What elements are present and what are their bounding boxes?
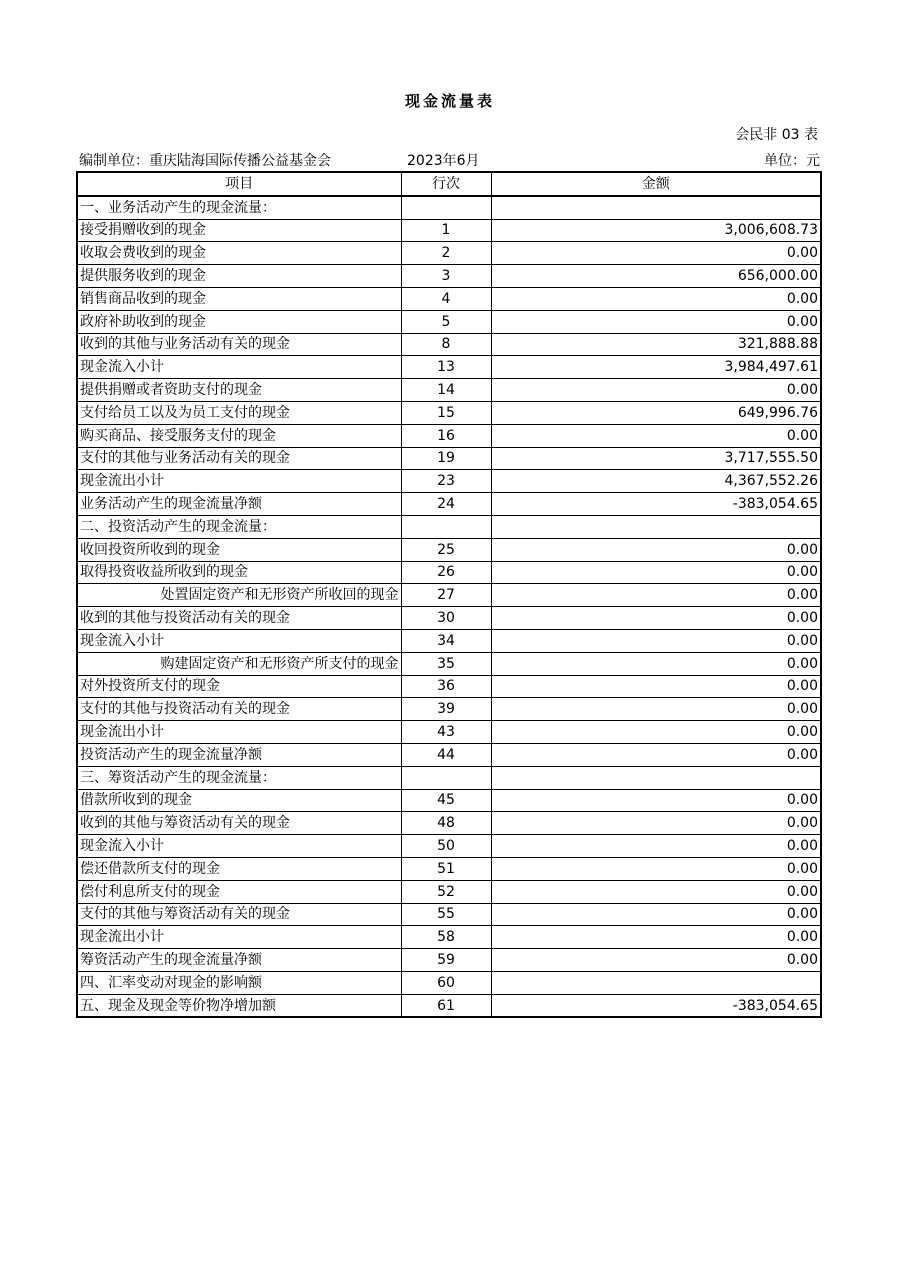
row-item: 接受捐赠收到的现金 bbox=[77, 219, 401, 242]
table-row bbox=[77, 812, 821, 835]
row-amount: 4,367,552.26 bbox=[491, 470, 821, 493]
row-line-number: 44 bbox=[401, 743, 491, 766]
form-code: 会民非 03 表 bbox=[735, 127, 818, 143]
row-line-number: 23 bbox=[401, 470, 491, 493]
row-amount: 0.00 bbox=[491, 675, 821, 698]
row-amount: 0.00 bbox=[491, 903, 821, 926]
row-amount: 0.00 bbox=[491, 310, 821, 333]
row-amount: 0.00 bbox=[491, 561, 821, 584]
row-item: 四、汇率变动对现金的影响额 bbox=[77, 971, 401, 994]
row-item: 现金流入小计 bbox=[77, 629, 401, 652]
row-item: 投资活动产生的现金流量净额 bbox=[77, 743, 401, 766]
row-amount: 0.00 bbox=[491, 652, 821, 675]
row-line-number: 59 bbox=[401, 949, 491, 972]
row-line-number: 36 bbox=[401, 675, 491, 698]
row-item: 支付的其他与业务活动有关的现金 bbox=[77, 447, 401, 470]
table-row bbox=[77, 196, 821, 219]
row-line-number: 55 bbox=[401, 903, 491, 926]
row-amount: 0.00 bbox=[491, 880, 821, 903]
row-amount: 0.00 bbox=[491, 607, 821, 630]
row-line-number bbox=[401, 766, 491, 789]
table-row bbox=[77, 242, 821, 265]
row-amount: 0.00 bbox=[491, 949, 821, 972]
table-row bbox=[77, 903, 821, 926]
row-amount: 0.00 bbox=[491, 812, 821, 835]
table-row bbox=[77, 287, 821, 310]
row-amount: 656,000.00 bbox=[491, 265, 821, 288]
row-item: 现金流出小计 bbox=[77, 721, 401, 744]
row-amount: 321,888.88 bbox=[491, 333, 821, 356]
table-row bbox=[77, 265, 821, 288]
row-item: 购建固定资产和无形资产所支付的现金 bbox=[77, 652, 401, 675]
row-line-number: 25 bbox=[401, 538, 491, 561]
row-line-number bbox=[401, 196, 491, 219]
row-item: 现金流出小计 bbox=[77, 926, 401, 949]
table-row bbox=[77, 652, 821, 675]
row-item: 取得投资收益所收到的现金 bbox=[77, 561, 401, 584]
table-row bbox=[77, 379, 821, 402]
row-line-number: 50 bbox=[401, 835, 491, 858]
row-line-number: 8 bbox=[401, 333, 491, 356]
row-item: 购买商品、接受服务支付的现金 bbox=[77, 424, 401, 447]
row-line-number: 60 bbox=[401, 971, 491, 994]
row-item: 收到的其他与投资活动有关的现金 bbox=[77, 607, 401, 630]
row-line-number: 3 bbox=[401, 265, 491, 288]
table-row bbox=[77, 698, 821, 721]
row-amount: 0.00 bbox=[491, 835, 821, 858]
row-item: 现金流入小计 bbox=[77, 356, 401, 379]
row-amount: 649,996.76 bbox=[491, 401, 821, 424]
row-line-number: 30 bbox=[401, 607, 491, 630]
row-amount: 3,006,608.73 bbox=[491, 219, 821, 242]
row-line-number: 35 bbox=[401, 652, 491, 675]
page-title: 现金流量表 bbox=[404, 92, 495, 110]
row-amount: 3,984,497.61 bbox=[491, 356, 821, 379]
row-amount: 0.00 bbox=[491, 379, 821, 402]
row-line-number: 48 bbox=[401, 812, 491, 835]
row-item: 提供服务收到的现金 bbox=[77, 265, 401, 288]
row-item: 处置固定资产和无形资产所收回的现金 bbox=[77, 584, 401, 607]
row-amount bbox=[491, 971, 821, 994]
row-amount: 0.00 bbox=[491, 721, 821, 744]
table-row bbox=[77, 926, 821, 949]
cash-flow-table bbox=[76, 171, 822, 1018]
row-amount: 0.00 bbox=[491, 424, 821, 447]
table-row bbox=[77, 971, 821, 994]
row-line-number: 5 bbox=[401, 310, 491, 333]
table-row bbox=[77, 310, 821, 333]
row-line-number: 27 bbox=[401, 584, 491, 607]
row-amount: 0.00 bbox=[491, 629, 821, 652]
table-row bbox=[77, 401, 821, 424]
header-item: 项目 bbox=[77, 172, 401, 196]
row-line-number: 52 bbox=[401, 880, 491, 903]
row-amount: 0.00 bbox=[491, 698, 821, 721]
row-amount: 3,717,555.50 bbox=[491, 447, 821, 470]
row-line-number: 1 bbox=[401, 219, 491, 242]
row-item: 五、现金及现金等价物净增加额 bbox=[77, 994, 401, 1017]
table-row bbox=[77, 607, 821, 630]
header-line: 行次 bbox=[401, 172, 491, 196]
table-row bbox=[77, 356, 821, 379]
row-amount bbox=[491, 515, 821, 538]
row-item: 收回投资所收到的现金 bbox=[77, 538, 401, 561]
row-item: 提供捐赠或者资助支付的现金 bbox=[77, 379, 401, 402]
row-line-number: 2 bbox=[401, 242, 491, 265]
row-line-number: 51 bbox=[401, 857, 491, 880]
table-row bbox=[77, 743, 821, 766]
unit-label: 单位：元 bbox=[764, 153, 820, 169]
row-item: 支付给员工以及为员工支付的现金 bbox=[77, 401, 401, 424]
row-item: 业务活动产生的现金流量净额 bbox=[77, 493, 401, 516]
row-line-number: 39 bbox=[401, 698, 491, 721]
table-row bbox=[77, 584, 821, 607]
table-row bbox=[77, 789, 821, 812]
row-amount: 0.00 bbox=[491, 287, 821, 310]
row-item: 支付的其他与筹资活动有关的现金 bbox=[77, 903, 401, 926]
row-item: 支付的其他与投资活动有关的现金 bbox=[77, 698, 401, 721]
table-row bbox=[77, 835, 821, 858]
row-amount: -383,054.65 bbox=[491, 994, 821, 1017]
row-item: 筹资活动产生的现金流量净额 bbox=[77, 949, 401, 972]
table-row bbox=[77, 447, 821, 470]
table-row bbox=[77, 629, 821, 652]
header-amount: 金额 bbox=[491, 172, 821, 196]
table-row bbox=[77, 994, 821, 1017]
row-amount: 0.00 bbox=[491, 789, 821, 812]
org-label: 编制单位：重庆陆海国际传播公益基金会 bbox=[79, 153, 331, 169]
row-amount: 0.00 bbox=[491, 857, 821, 880]
row-amount: -383,054.65 bbox=[491, 493, 821, 516]
row-item: 偿还借款所支付的现金 bbox=[77, 857, 401, 880]
row-line-number: 15 bbox=[401, 401, 491, 424]
table-row bbox=[77, 857, 821, 880]
table-row bbox=[77, 470, 821, 493]
row-line-number: 34 bbox=[401, 629, 491, 652]
row-line-number: 24 bbox=[401, 493, 491, 516]
row-line-number bbox=[401, 515, 491, 538]
table-row bbox=[77, 424, 821, 447]
row-item: 收取会费收到的现金 bbox=[77, 242, 401, 265]
row-amount bbox=[491, 196, 821, 219]
row-amount: 0.00 bbox=[491, 743, 821, 766]
row-item: 收到的其他与业务活动有关的现金 bbox=[77, 333, 401, 356]
table-row bbox=[77, 675, 821, 698]
row-line-number: 16 bbox=[401, 424, 491, 447]
report-period: 2023年6月 bbox=[407, 153, 480, 169]
row-line-number: 13 bbox=[401, 356, 491, 379]
row-line-number: 45 bbox=[401, 789, 491, 812]
row-item: 政府补助收到的现金 bbox=[77, 310, 401, 333]
table-row bbox=[77, 561, 821, 584]
table-row bbox=[77, 766, 821, 789]
row-item: 现金流入小计 bbox=[77, 835, 401, 858]
table-row bbox=[77, 515, 821, 538]
row-line-number: 43 bbox=[401, 721, 491, 744]
row-item: 二、投资活动产生的现金流量： bbox=[77, 515, 401, 538]
row-item: 销售商品收到的现金 bbox=[77, 287, 401, 310]
row-amount: 0.00 bbox=[491, 538, 821, 561]
row-item: 对外投资所支付的现金 bbox=[77, 675, 401, 698]
table-row bbox=[77, 880, 821, 903]
row-line-number: 58 bbox=[401, 926, 491, 949]
table-row bbox=[77, 949, 821, 972]
row-item: 借款所收到的现金 bbox=[77, 789, 401, 812]
table-row bbox=[77, 333, 821, 356]
table-row bbox=[77, 721, 821, 744]
row-line-number: 14 bbox=[401, 379, 491, 402]
row-line-number: 61 bbox=[401, 994, 491, 1017]
row-amount: 0.00 bbox=[491, 242, 821, 265]
row-line-number: 19 bbox=[401, 447, 491, 470]
row-amount bbox=[491, 766, 821, 789]
row-item: 现金流出小计 bbox=[77, 470, 401, 493]
row-item: 三、筹资活动产生的现金流量： bbox=[77, 766, 401, 789]
table-row bbox=[77, 493, 821, 516]
row-item: 收到的其他与筹资活动有关的现金 bbox=[77, 812, 401, 835]
row-line-number: 26 bbox=[401, 561, 491, 584]
row-item: 一、业务活动产生的现金流量： bbox=[77, 196, 401, 219]
row-line-number: 4 bbox=[401, 287, 491, 310]
table-row bbox=[77, 538, 821, 561]
report-meta bbox=[77, 150, 820, 170]
row-amount: 0.00 bbox=[491, 584, 821, 607]
row-item: 偿付利息所支付的现金 bbox=[77, 880, 401, 903]
row-amount: 0.00 bbox=[491, 926, 821, 949]
table-row bbox=[77, 219, 821, 242]
table-header-row bbox=[77, 172, 821, 196]
